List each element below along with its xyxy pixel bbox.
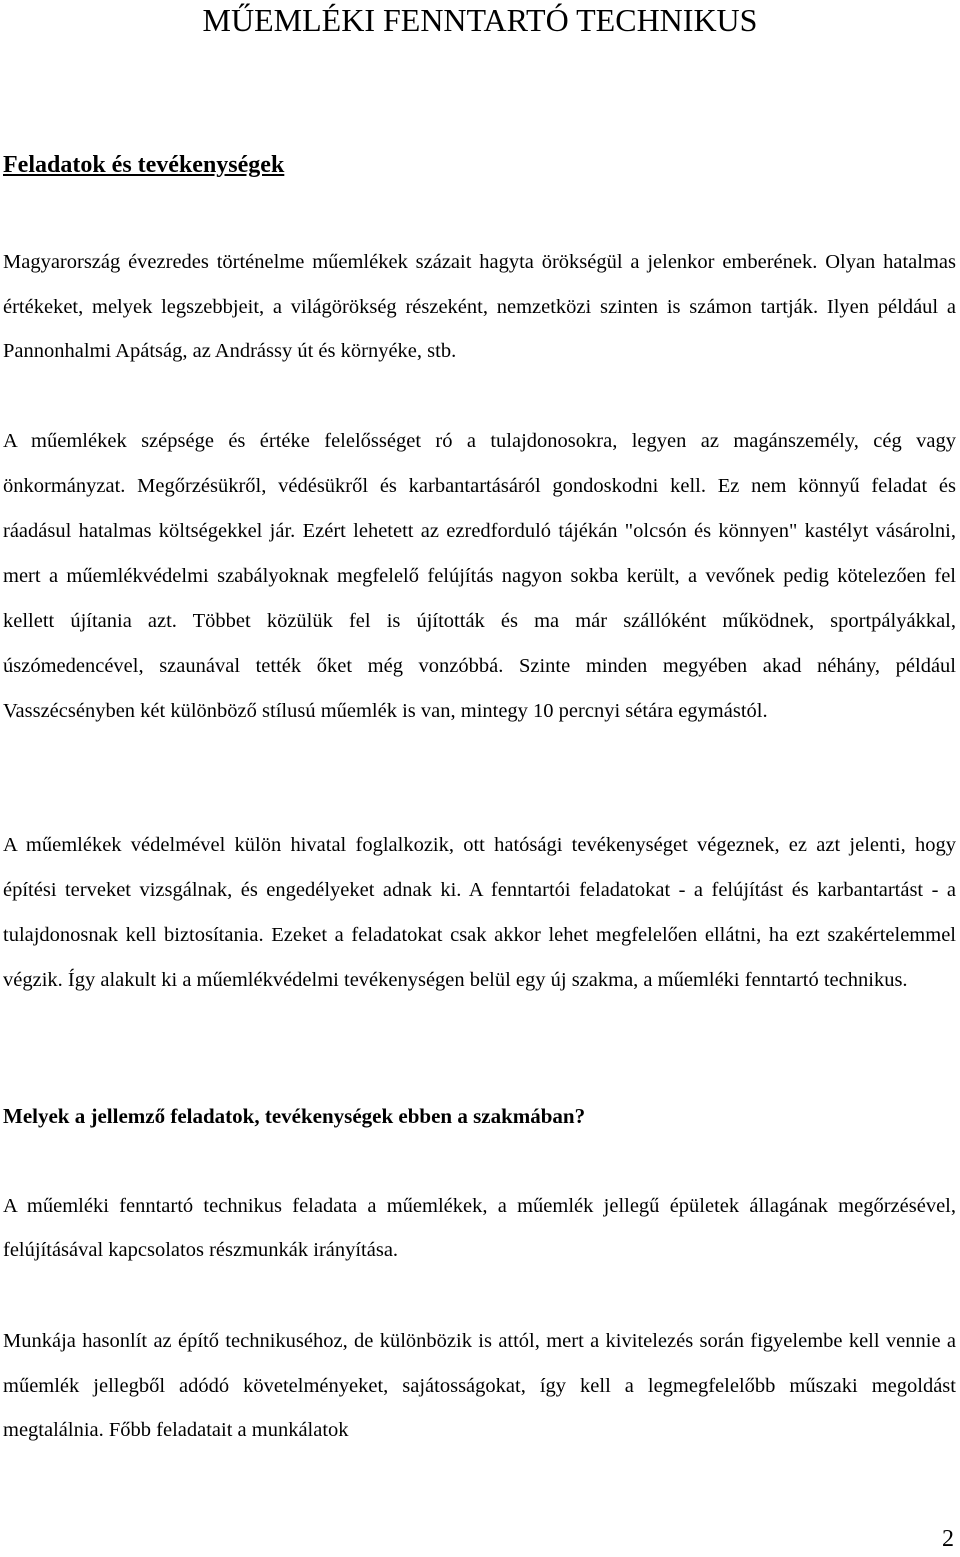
paragraph-role: A műemléki fenntartó technikus feladata a műemlékek, a műemlék jellegű épületek állagának megőrzésével, felújításával kapcsolatos részmunkák irányítása. <box>3 1195 956 1261</box>
paragraph-work: Munkája hasonlít az építő technikuséhoz, de különbözik is attól, mert a kivitelezés során figyelembe kell vennie a műemlék jellegből adódó követelményeket, sajátosságokat, így kell a legmegfelelőbb műszaki megoldást megtalálnia. Főbb feladatait a munkálatok <box>3 1330 956 1441</box>
paragraph-office: A műemlékek védelmével külön hivatal foglalkozik, ott hatósági tevékenységet végeznek, ez azt jelenti, hogy építési terveket vizsgálnak, és engedélyeket adnak ki. A fenntartói feladatokat - a felújítást és karbantartást - a tulajdonosnak kell biztosítania. Ezeket a feladatokat csak akkor lehet megfelelően ellátni, ha ezt szakértelemmel végzik. Így alakult ki a műemlékvédelmi tevékenységen belül egy új szakma, a műemléki fenntartó technikus. <box>3 834 956 991</box>
section-heading: Feladatok és tevékenységek <box>3 152 285 178</box>
paragraph-intro: Magyarország évezredes történelme műemlékek százait hagyta örökségül a jelenkor emberének. Olyan hatalmas értékeket, melyek legszebbjeit, a világörökség részeként, nemzetközi szinten is számon tartják. Ilyen például a Pannonhalmi Apátság, az Andrássy út és környéke, stb. <box>3 251 956 362</box>
subheading-tasks: Melyek a jellemző feladatok, tevékenységek ebben a szakmában? <box>3 1104 586 1128</box>
page-number: 2 <box>942 1526 954 1552</box>
paragraph-responsibility: A műemlékek szépsége és értéke felelősséget ró a tulajdonosokra, legyen az magánszemély, cég vagy önkormányzat. Megőrzésükről, védésükről és karbantartásáról gondoskodni kell. Ez nem könnyű feladat és ráadásul hatalmas költségekkel jár. Ezért lehetett az ezredforduló tájékán "olcsón és könnyen" kastélyt vásárolni, mert a műemlékvédelmi szabályoknak megfelelő felújítás nagyon sokba került, a vevőnek pedig kötelezően fel kellett újítania azt. Többet közülük fel is újították és ma már szállóként működnek, sportpályákkal, úszómedencével, szaunával tették őket még vonzóbbá. Szinte minden megyében akad néhány, például Vasszécsényben két különböző stílusú műemlék is van, mintegy 10 percnyi sétára egymástól. <box>3 430 956 722</box>
document-title: MŰEMLÉKI FENNTARTÓ TECHNIKUS <box>202 2 758 38</box>
